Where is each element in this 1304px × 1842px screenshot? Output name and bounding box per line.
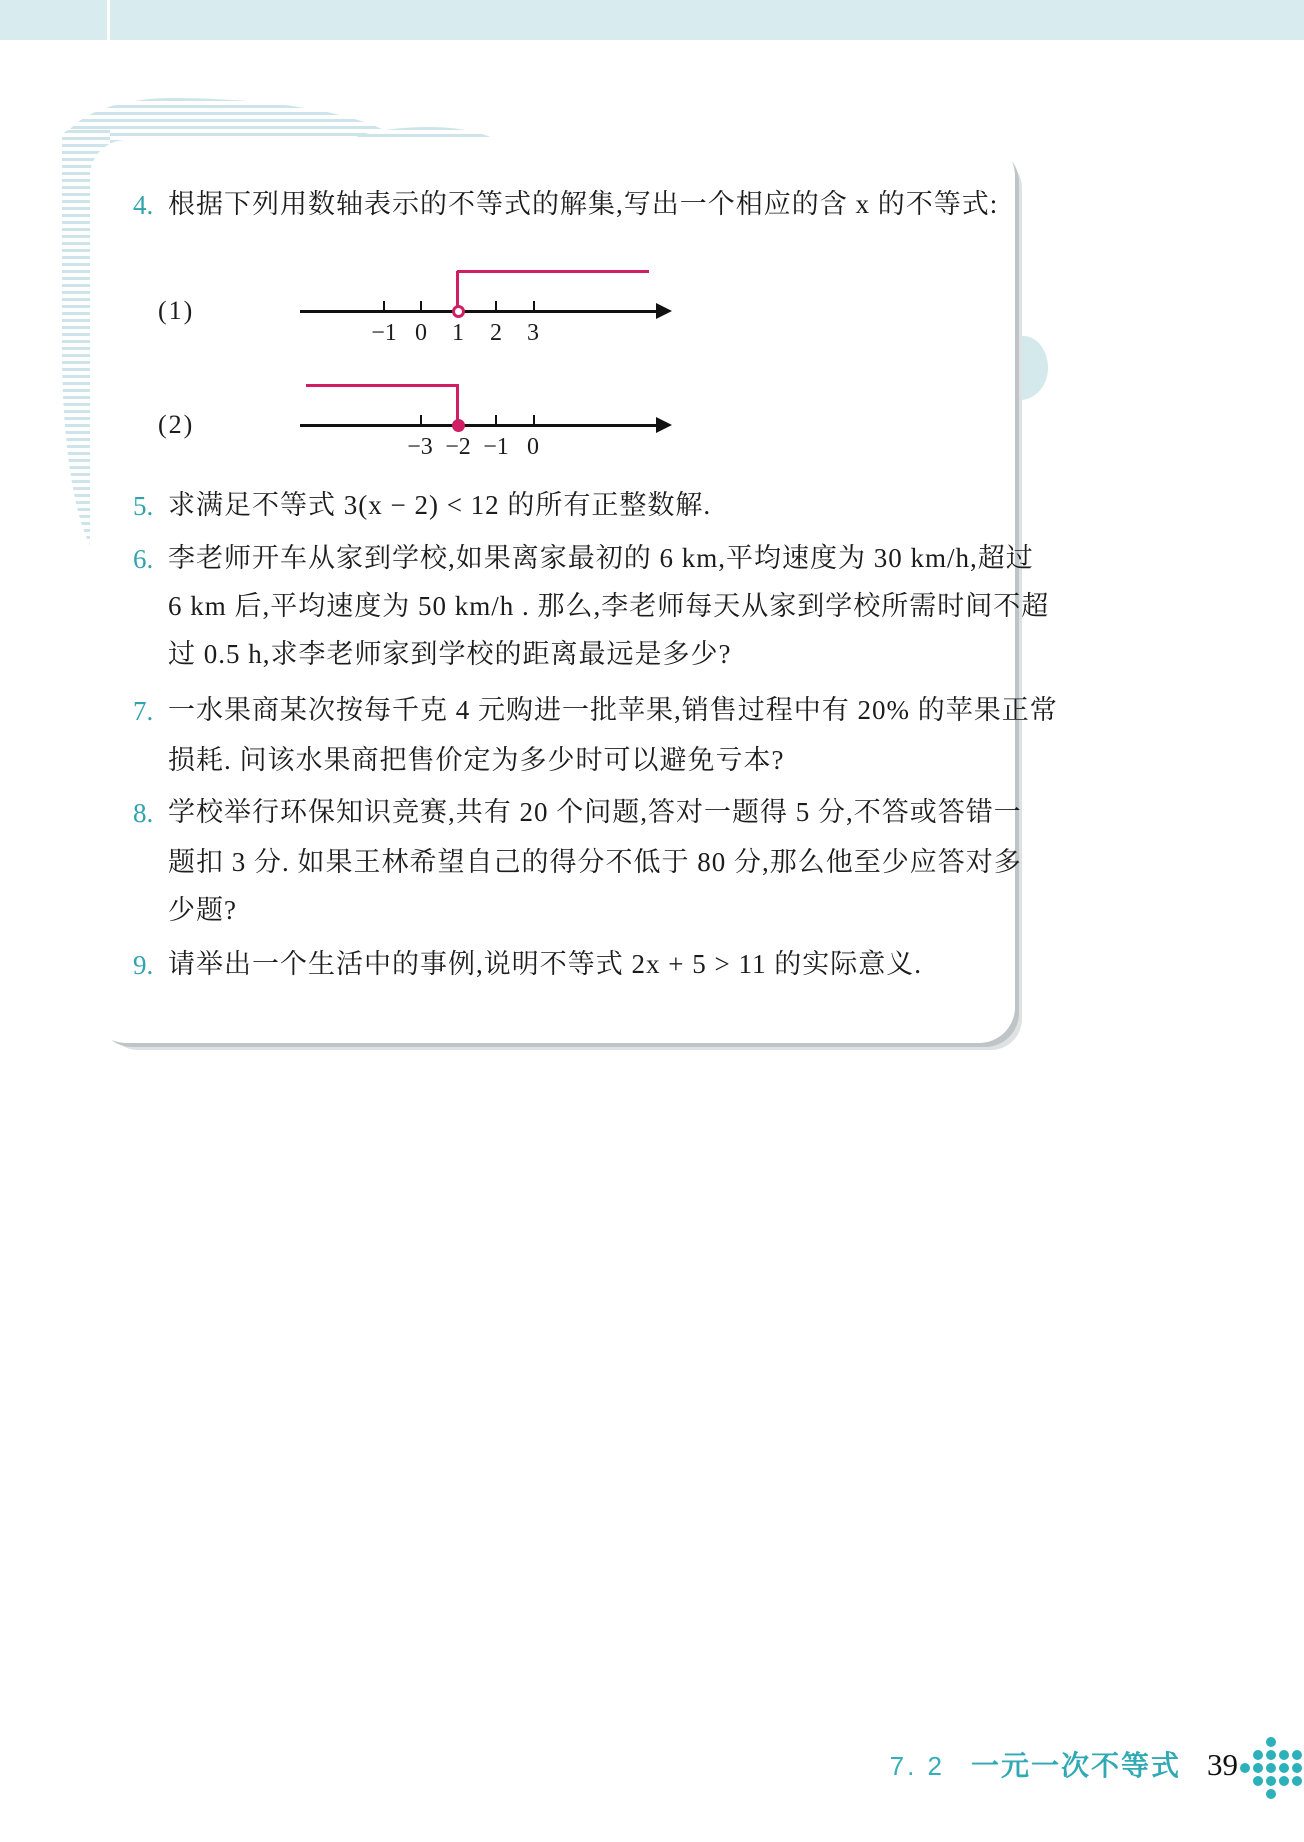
problem-8-line-3: 少题?: [168, 895, 237, 925]
tick-label: −1: [483, 434, 509, 460]
footer-page-number: 39: [1207, 1747, 1238, 1782]
top-band-divider: [107, 0, 110, 40]
problem-7-line-1: 一水果商某次按每千克 4 元购进一批苹果,销售过程中有 20% 的苹果正常: [168, 695, 1058, 725]
tick-mark: [533, 415, 535, 424]
problem-6-line-3: 过 0.5 h,求李老师家到学校的距离最远是多少?: [168, 639, 732, 669]
tick-label: 0: [527, 434, 539, 460]
problem-7-number: 7.: [133, 696, 154, 726]
number-line-2-ray-vertical: [456, 385, 459, 421]
tick-mark: [383, 301, 385, 310]
problem-4-number: 4.: [133, 190, 154, 220]
problem-6-number: 6.: [133, 544, 154, 574]
top-band: [0, 0, 1304, 40]
problem-4-text: 根据下列用数轴表示的不等式的解集,写出一个相应的含 x 的不等式:: [168, 189, 999, 219]
problem-8-line-1: 学校举行环保知识竞赛,共有 20 个问题,答对一题得 5 分,不答或答错一: [168, 797, 1022, 827]
tick-label: 3: [527, 320, 539, 346]
tick-label: 0: [415, 320, 427, 346]
problem-9-text: 请举出一个生活中的事例,说明不等式 2x + 5 > 11 的实际意义.: [168, 949, 922, 979]
page-footer: [890, 1744, 1238, 1784]
problem-8-number: 8.: [133, 798, 154, 828]
tick-mark: [533, 301, 535, 310]
tick-mark: [420, 415, 422, 424]
tick-mark: [420, 301, 422, 310]
footer-section-number: 7. 2: [889, 1751, 945, 1781]
number-line-2-axis: [300, 424, 660, 427]
problem-9-number: 9.: [133, 950, 154, 980]
problem-8-line-2: 题扣 3 分. 如果王林希望自己的得分不低于 80 分,那么他至少应答对多: [168, 847, 1022, 877]
number-line-2-ray-horizontal: [306, 384, 459, 387]
number-line-1-label: (1): [158, 296, 195, 325]
number-line-2-arrow-icon: [656, 417, 672, 433]
footer-section-title: 一元一次不等式: [970, 1750, 1181, 1781]
problem-5-number: 5.: [133, 491, 154, 521]
tick-mark: [495, 415, 497, 424]
tick-label: −1: [371, 320, 397, 346]
dots-arrow-logo-icon: [1240, 1737, 1302, 1799]
number-line-1-ray-vertical: [456, 271, 459, 307]
problem-7-line-2: 损耗. 问该水果商把售价定为多少时可以避免亏本?: [168, 745, 785, 775]
problem-6-line-2: 6 km 后,平均速度为 50 km/h . 那么,李老师每天从家到学校所需时间不超: [168, 591, 1050, 621]
tick-label: 2: [490, 320, 502, 346]
number-line-2-closed-endpoint: [452, 419, 465, 432]
tick-label: −3: [407, 434, 433, 460]
tick-label: 1: [452, 320, 464, 346]
number-line-1-ray-horizontal: [457, 270, 649, 273]
tick-label: −2: [445, 434, 471, 460]
number-line-1-open-endpoint: [452, 305, 465, 318]
number-line-1-arrow-icon: [656, 303, 672, 319]
tick-mark: [495, 301, 497, 310]
problem-6-line-1: 李老师开车从家到学校,如果离家最初的 6 km,平均速度为 30 km/h,超过: [168, 543, 1034, 573]
problem-5-text: 求满足不等式 3(x − 2) < 12 的所有正整数解.: [168, 490, 712, 520]
number-line-2-label: (2): [158, 410, 195, 439]
number-line-1-axis: [300, 310, 660, 313]
